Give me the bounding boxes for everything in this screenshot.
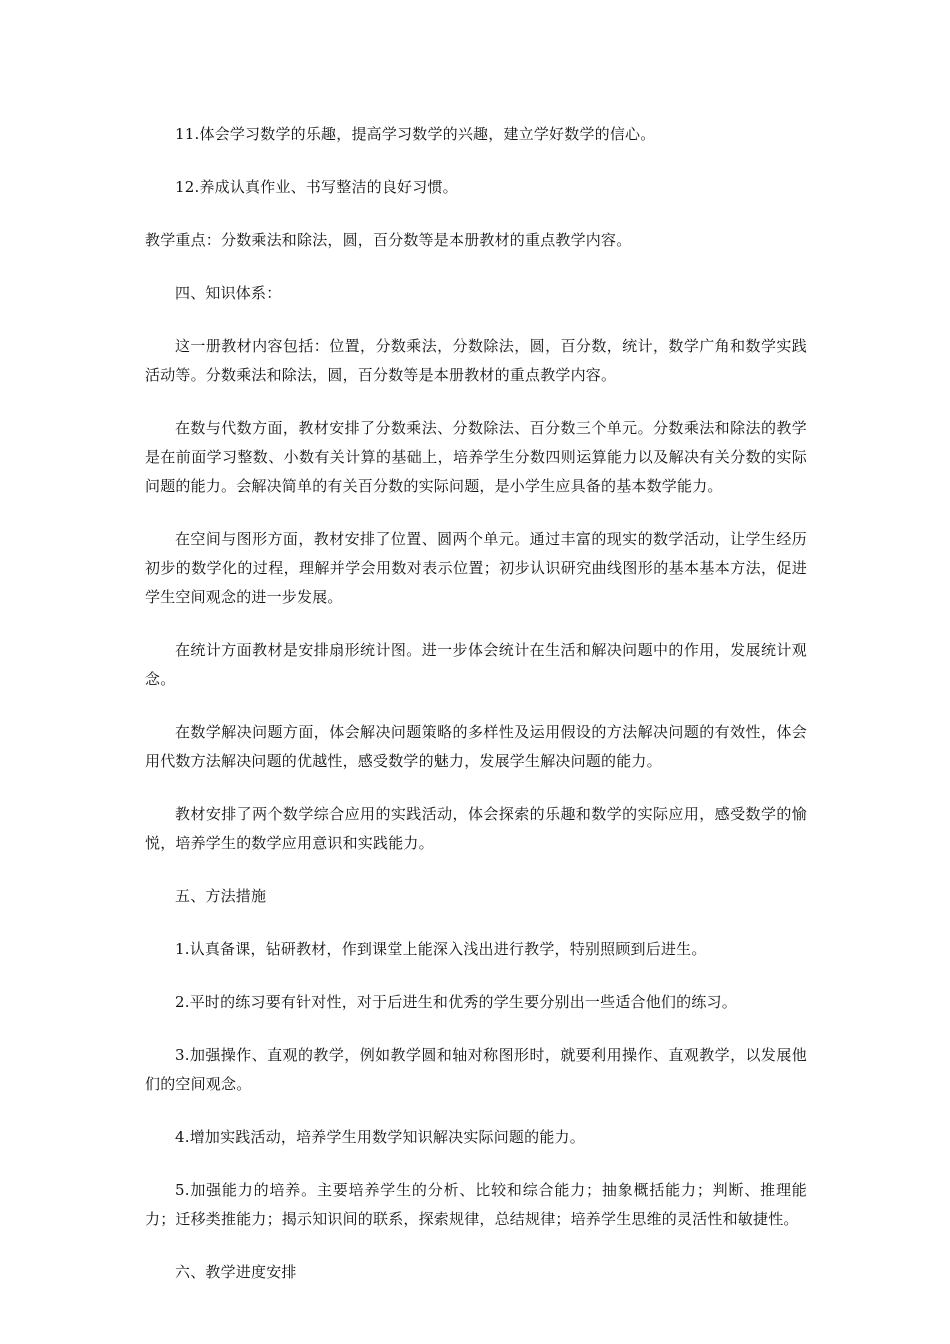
document-body xyxy=(145,120,807,1311)
teaching-focus-paragraph: 教学重点：分数乘法和除法，圆，百分数等是本册教材的重点教学内容。 xyxy=(145,231,632,249)
practice-activities-paragraph: 教材安排了两个数学综合应用的实践活动，体会探索的乐趣和数学的实际应用，感受数学的愉悦，培养学生的数学应用意识和实践能力。 xyxy=(145,805,807,852)
problem-solving-paragraph: 在数学解决问题方面，体会解决问题策略的多样性及运用假设的方法解决问题的有效性，体会用代数方法解决问题的优越性，感受数学的魅力，发展学生解决问题的能力。 xyxy=(145,723,807,770)
method-item-2: 2.平时的练习要有针对性，对于后进生和优秀的学生要分别出一些适合他们的练习。 xyxy=(175,993,737,1011)
method-item-3: 3.加强操作、直观的教学，例如教学圆和轴对称图形时，就要利用操作、直观教学，以发展他们的空间观念。 xyxy=(145,1046,807,1093)
goal-item-12: 12.养成认真作业、书写整洁的良好习惯。 xyxy=(175,178,458,196)
numbers-algebra-paragraph: 在数与代数方面，教材安排了分数乘法、分数除法、百分数三个单元。分数乘法和除法的教学是在前面学习整数、小数有关计算的基础上，培养学生分数四则运算能力以及解决有关分数的实际问题的能力。会解决简单的有关百分数的实际问题，是小学生应具备的基本数学能力。 xyxy=(145,419,807,495)
section-heading-schedule: 六、教学进度安排 xyxy=(175,1263,297,1281)
method-item-1: 1.认真备课，钻研教材，作到课堂上能深入浅出进行教学，特别照顾到后进生。 xyxy=(175,940,707,958)
section-heading-knowledge-system: 四、知识体系： xyxy=(175,284,282,302)
space-geometry-paragraph: 在空间与图形方面，教材安排了位置、圆两个单元。通过丰富的现实的数学活动，让学生经历初步的数学化的过程，理解并学会用数对表示位置；初步认识研究曲线图形的基本基本方法，促进学生空间观念的进一步发展。 xyxy=(145,530,807,606)
knowledge-overview-paragraph: 这一册教材内容包括：位置，分数乘法，分数除法，圆，百分数，统计，数学广角和数学实践活动等。分数乘法和除法，圆，百分数等是本册教材的重点教学内容。 xyxy=(145,337,807,384)
method-item-5: 5.加强能力的培养。主要培养学生的分析、比较和综合能力；抽象概括能力；判断、推理能力；迁移类推能力；揭示知识间的联系，探索规律，总结规律；培养学生思维的灵活性和敏捷性。 xyxy=(145,1181,807,1228)
section-heading-methods: 五、方法措施 xyxy=(175,887,267,905)
statistics-paragraph: 在统计方面教材是安排扇形统计图。进一步体会统计在生活和解决问题中的作用，发展统计观念。 xyxy=(145,641,807,688)
goal-item-11: 11.体会学习数学的乐趣，提高学习数学的兴趣，建立学好数学的信心。 xyxy=(175,125,656,143)
method-item-4: 4.增加实践活动，培养学生用数学知识解决实际问题的能力。 xyxy=(175,1128,585,1146)
